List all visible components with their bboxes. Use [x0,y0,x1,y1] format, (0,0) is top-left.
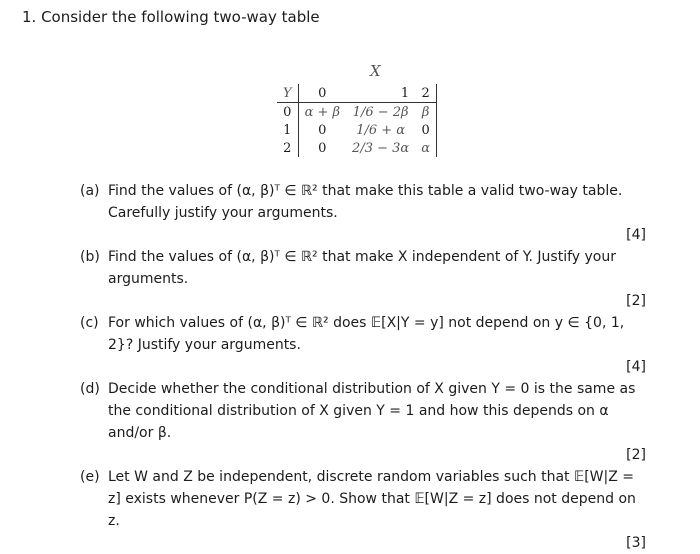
question-part-e [80,466,646,554]
table-row [277,139,436,157]
part-label: (b) [80,249,100,265]
part-marks: [4] [626,359,646,375]
question-part-b [80,246,646,312]
row-header: 0 [277,103,298,122]
col-header: 2 [415,84,436,103]
question-parts [80,180,646,554]
table-cell: α + β [304,104,341,120]
table-cell: 0 [318,122,327,138]
part-label: (c) [80,315,99,331]
part-label: (d) [80,381,100,397]
question-part-c [80,312,646,378]
question-part-a [80,180,646,246]
table-cell: 2/3 − 3α [352,140,410,156]
part-marks: [2] [626,447,646,463]
row-header: 2 [277,139,298,157]
question-title: 1. Consider the following two-way table [22,8,320,26]
part-text: For which values of (α, β)ᵀ ∈ ℝ² does 𝔼[X|Y = y] not depend on y ∈ {0, 1, 2}? Justify your arguments. [108,315,625,353]
col-header: 1 [346,84,415,103]
table-cell: β [415,103,436,122]
table-row [277,121,436,139]
two-way-table-grid [277,84,437,157]
part-text: Let W and Z be independent, discrete random variables such that 𝔼[W|Z = z] exists whenever P(Z = z) > 0. Show that 𝔼[W|Z = z] does not depend on z. [108,469,636,529]
table-header-row [277,84,436,103]
part-label: (e) [80,469,100,485]
part-marks: [4] [626,227,646,243]
part-marks: [2] [626,293,646,309]
two-way-table [277,84,437,157]
table-cell: 0 [415,121,436,139]
table-cell: α [415,139,436,157]
part-text: Find the values of (α, β)ᵀ ∈ ℝ² that make X independent of Y. Justify your arguments. [108,249,616,287]
table-cell: 1/6 + α [356,122,406,138]
table-corner-label: Y [277,84,298,103]
table-x-label: X [370,62,381,80]
table-row [277,103,436,122]
row-header: 1 [277,121,298,139]
table-cell: 0 [318,140,327,156]
part-label: (a) [80,183,100,199]
part-text: Decide whether the conditional distribution of X given Y = 0 is the same as the conditional distribution of X given Y = 1 and how this depends on α and/or β. [108,381,636,441]
col-header: 0 [298,84,346,103]
part-marks: [3] [626,535,646,551]
table-cell: 1/6 − 2β [352,104,409,120]
question-part-d [80,378,646,466]
part-text: Find the values of (α, β)ᵀ ∈ ℝ² that make this table a valid two-way table. Carefully justify your arguments. [108,183,623,221]
